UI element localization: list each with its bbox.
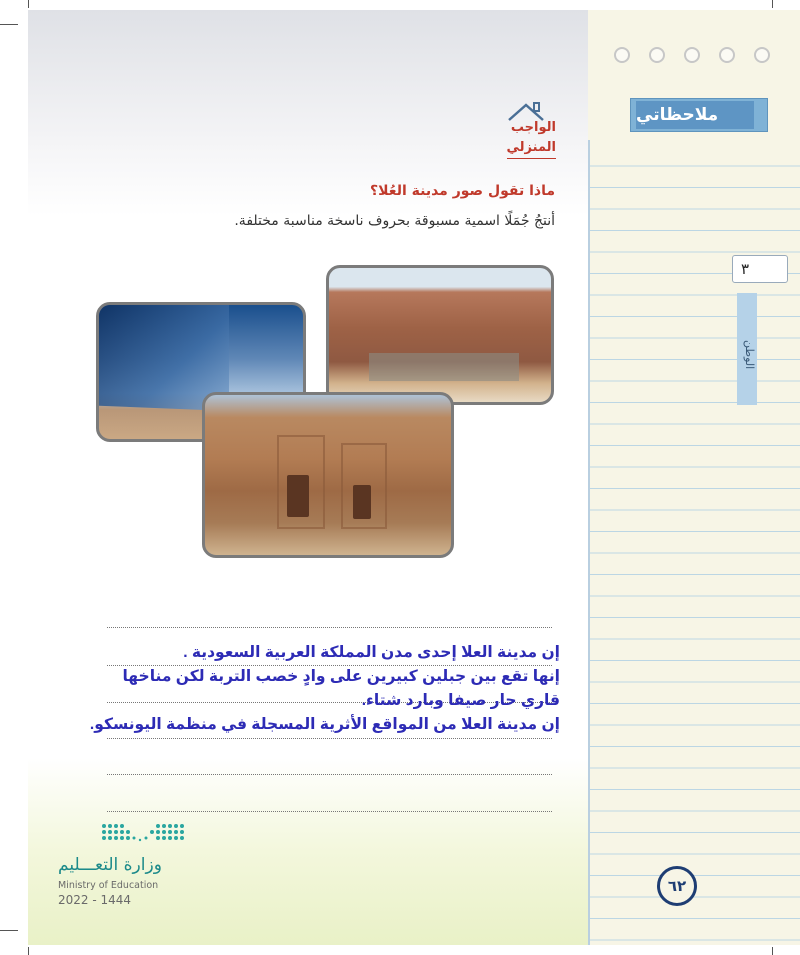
page-number: ٦٢ <box>657 866 697 906</box>
crop-mark <box>772 0 773 8</box>
photo-detail <box>341 443 387 529</box>
crop-mark <box>0 930 18 931</box>
binder-ring-icon <box>649 47 665 63</box>
writing-line <box>107 665 552 666</box>
homework-label-line1: الواجب <box>510 120 556 135</box>
answer-sentence: إن مدينة العلا إحدى مدن المملكة العربية السعودية . <box>183 644 560 661</box>
question-instruction: أنتجُ جُمَلًا اسمية مسبوقة بحروف ناسخة مناسبة مختلفة. <box>234 213 555 229</box>
crop-mark <box>28 947 29 955</box>
crop-mark <box>0 24 18 25</box>
question-title: ماذا تقول صور مدينة العُلا؟ <box>370 183 555 199</box>
writing-line <box>107 811 552 812</box>
binder-ring-icon <box>719 47 735 63</box>
answer-sentence: قاري حار صيفا وبارد شتاء. <box>361 692 560 709</box>
notes-tab-label: ملاحظاتي <box>636 101 754 129</box>
homework-label <box>488 118 556 159</box>
binder-ring-icon <box>614 47 630 63</box>
unit-name-label: الوطن <box>743 340 756 370</box>
photo-alula-rock-formations <box>326 265 554 405</box>
answer-sentence: إن مدينة العلا من المواقع الأثرية المسجلة في منظمة اليونسكو. <box>89 716 560 733</box>
photo-detail <box>369 353 519 381</box>
crop-mark <box>772 947 773 955</box>
ministry-logo-icon <box>100 822 192 846</box>
ministry-name-arabic: وزارة التعـــليم <box>58 855 162 875</box>
crop-mark <box>28 0 29 8</box>
homework-label-line2: المنزلي <box>507 138 556 159</box>
photo-detail <box>277 435 325 529</box>
answer-sentence: إنها تقع بين جبلين كبيرين على وادٍ خصب التربة لكن مناخها <box>122 668 560 685</box>
binder-ring-icon <box>684 47 700 63</box>
ministry-name-english: Ministry of Education <box>58 880 159 891</box>
writing-line <box>107 774 552 775</box>
photo-hegra-tombs <box>202 392 454 558</box>
writing-line <box>107 627 552 628</box>
notes-column <box>588 10 800 945</box>
unit-number-box: ٣ <box>732 255 788 283</box>
ministry-year: 2022 - 1444 <box>58 893 132 907</box>
binder-ring-icon <box>754 47 770 63</box>
writing-line <box>107 738 552 739</box>
